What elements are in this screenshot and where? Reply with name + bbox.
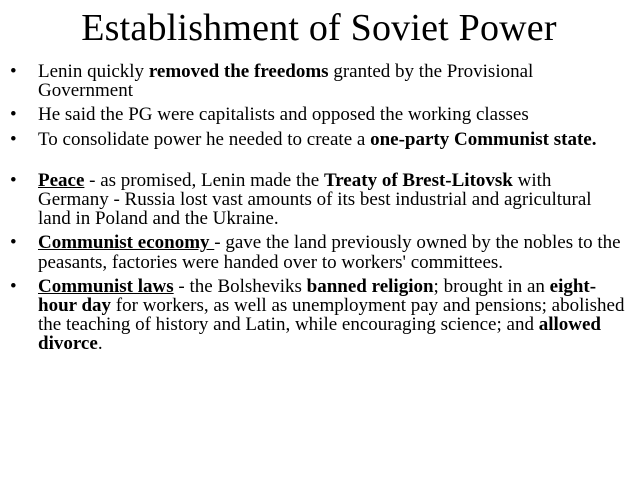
bullet-icon: • [10, 275, 17, 297]
bullet-item: • Communist laws - the Bolsheviks banned religion; brought in an eight-hour day for workers, as well as unemployment pay and pensions; abolished the teaching of history and Latin, while encouraging science; and allowed divorce. [10, 275, 625, 355]
bullet-item: • Lenin quickly removed the freedoms granted by the Provisional Government [10, 61, 534, 102]
bullet-item: • To consolidate power he needed to create a one-party Communist state. [10, 128, 597, 150]
bullet-icon: • [10, 232, 17, 254]
slide-title: Establishment of Soviet Power [81, 7, 557, 49]
bullet-item: • Communist economy - gave the land previously owned by the nobles to the peasants, factories were handed over to workers' committees. [10, 232, 621, 273]
bullet-item: • Peace - as promised, Lenin made the Treaty of Brest-Litovsk with Germany - Russia lost vast amounts of its best industrial and agricultural land in Poland and the Ukraine. [10, 169, 592, 230]
bullet-icon: • [10, 104, 17, 126]
bullet-icon: • [10, 128, 17, 150]
bullet-list [8, 62, 626, 359]
bullet-icon: • [10, 169, 17, 191]
bullet-item: • He said the PG were capitalists and opposed the working classes [10, 104, 529, 126]
bullet-icon: • [10, 61, 17, 82]
